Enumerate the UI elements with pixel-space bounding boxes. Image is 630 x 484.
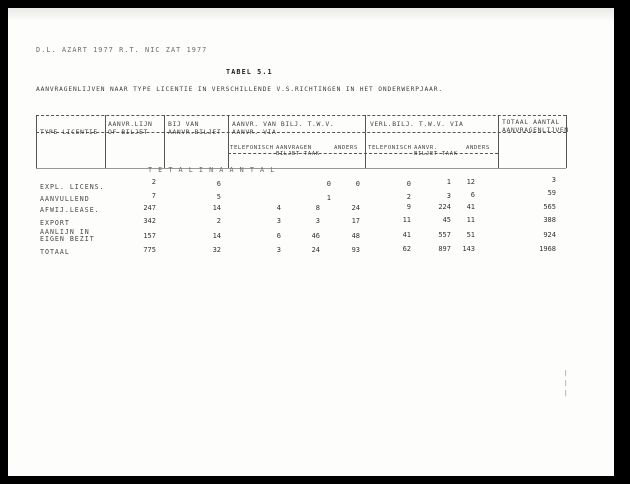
cell-value: 1 — [446, 178, 451, 186]
subcol-header: ANDERS — [466, 145, 490, 151]
cell-value: 12 — [466, 178, 475, 186]
row-label: TOTAAL — [40, 248, 70, 256]
cell-value: 6 — [216, 180, 221, 188]
col-sep — [36, 115, 37, 168]
row-label: EXPORT — [40, 219, 70, 227]
cell-value: 6 — [470, 191, 475, 199]
table-rule-bottom — [36, 168, 566, 169]
subcol-header: AANVRAGEN BILJET-TAAK — [276, 145, 320, 157]
cell-value: 41 — [466, 203, 475, 211]
cell-value: 3 — [315, 217, 320, 225]
table-rule-top — [36, 115, 566, 116]
cell-value: 924 — [543, 231, 556, 239]
subcol-header: TELEFONISCH — [230, 145, 274, 151]
subcol-header: AANVR. BILJET-TAAK — [414, 145, 458, 157]
row-label: EXPL. LICENS. — [40, 183, 105, 191]
cell-value: 0 — [355, 180, 360, 188]
row-label: AANVULLEND — [40, 195, 90, 203]
col-header-group2: VERL.BILJ. T.W.V. VIA — [370, 120, 464, 128]
col-sep — [105, 115, 106, 168]
cell-value: 48 — [351, 232, 360, 240]
header-line: D.L. AZART 1977 R.T. NIC ZAT 1977 — [36, 46, 208, 54]
subcol-header: TELEFONISCH — [368, 145, 412, 151]
margin-mark: | — [564, 370, 568, 377]
cell-value: 157 — [143, 232, 156, 240]
cell-value: 565 — [543, 203, 556, 211]
cell-value: 0 — [406, 180, 411, 188]
cell-value: 4 — [276, 204, 281, 212]
cell-value: 1968 — [539, 245, 556, 253]
cell-value: 59 — [547, 189, 556, 197]
row-label: AANLIJN IN EIGEN BEZIT — [40, 228, 95, 243]
cell-value: 5 — [216, 193, 221, 201]
cell-value: 9 — [406, 203, 411, 211]
cell-value: 342 — [143, 217, 156, 225]
cell-value: 2 — [216, 217, 221, 225]
cell-value: 7 — [151, 192, 156, 200]
col-sep — [365, 115, 366, 168]
cell-value: 14 — [212, 204, 221, 212]
col-header-aanvr: AANVR.LIJN OF BILJET — [108, 120, 153, 136]
cell-value: 46 — [311, 232, 320, 240]
cell-value: 32 — [212, 246, 221, 254]
cell-value: 1 — [326, 194, 331, 202]
cell-value: 11 — [466, 216, 475, 224]
cell-value: 557 — [438, 231, 451, 239]
cell-value: 62 — [402, 245, 411, 253]
col-header-bij: BIJ VAN AANVR.BILJET — [168, 120, 222, 136]
col-header-totaal: TOTAAL AANTAL AANVRAGENLIJVEN — [502, 118, 569, 134]
cell-value: 3 — [551, 176, 556, 184]
cell-value: 14 — [212, 232, 221, 240]
col-sep — [566, 115, 567, 168]
scan-edge — [8, 8, 614, 22]
cell-value: 388 — [543, 216, 556, 224]
cell-value: 45 — [442, 216, 451, 224]
cell-value: 2 — [151, 178, 156, 186]
document-page — [8, 8, 614, 476]
cell-value: 897 — [438, 245, 451, 253]
cell-value: 3 — [446, 192, 451, 200]
cell-value: 143 — [462, 245, 475, 253]
subheading: T E T A L I N A A N T A L — [148, 166, 276, 174]
row-label: AFWIJ.LEASE. — [40, 206, 100, 214]
cell-value: 24 — [351, 204, 360, 212]
margin-mark: | — [564, 380, 568, 387]
col-sep — [498, 115, 499, 168]
cell-value: 0 — [326, 180, 331, 188]
cell-value: 247 — [143, 204, 156, 212]
cell-value: 3 — [276, 217, 281, 225]
col-sep — [164, 115, 165, 168]
cell-value: 224 — [438, 203, 451, 211]
cell-value: 11 — [402, 216, 411, 224]
cell-value: 8 — [315, 204, 320, 212]
col-header-type: TYPE LICENTIE — [40, 128, 98, 136]
cell-value: 17 — [351, 217, 360, 225]
table-label: TABEL 5.1 — [226, 68, 273, 76]
margin-mark: | — [564, 390, 568, 397]
cell-value: 3 — [276, 246, 281, 254]
cell-value: 775 — [143, 246, 156, 254]
subcol-header: ANDERS — [334, 145, 358, 151]
col-header-group1: AANVR. VAN BILJ. T.W.V. AANVR. VIA — [232, 120, 335, 136]
cell-value: 6 — [276, 232, 281, 240]
cell-value: 41 — [402, 231, 411, 239]
document-title: AANVRAGENLIJVEN NAAR TYPE LICENTIE IN VERSCHILLENDE V.S.RICHTINGEN IN HET ONDERWERPJAAR. — [36, 86, 444, 93]
cell-value: 93 — [351, 246, 360, 254]
cell-value: 51 — [466, 231, 475, 239]
col-sep — [228, 115, 229, 168]
cell-value: 24 — [311, 246, 320, 254]
cell-value: 2 — [406, 193, 411, 201]
